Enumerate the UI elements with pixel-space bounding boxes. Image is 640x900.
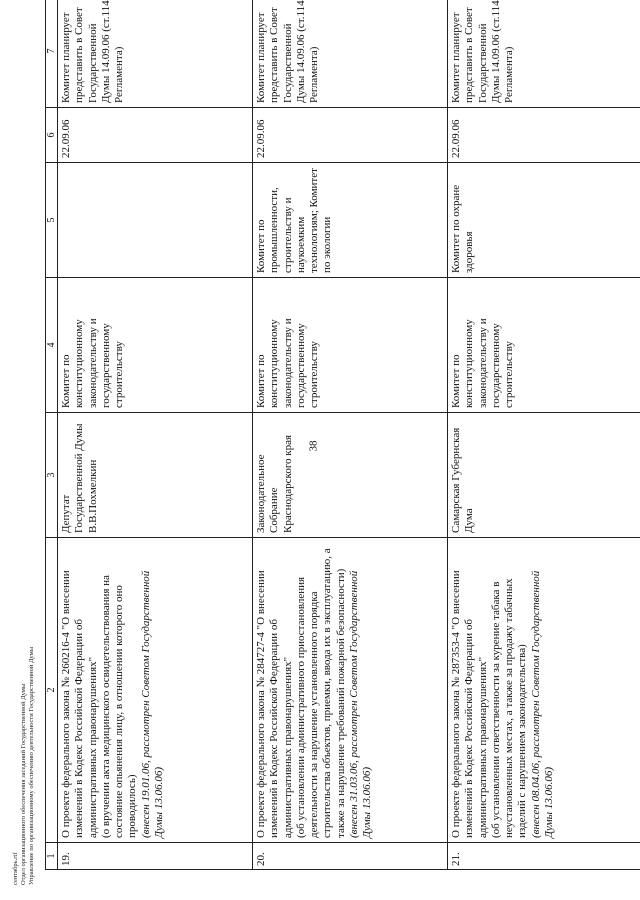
footer-department: Отдел организационного обеспечения заседаний Государственной Думы: [20, 683, 27, 885]
header-col-1: 1: [46, 843, 58, 870]
date-cell: 22.09.06: [448, 108, 640, 163]
responsible-cell: Комитет по конституционному законодательству и государственному строительству: [448, 278, 640, 413]
header-col-4: 4: [46, 278, 58, 413]
bill-status: (внесен 08.04.06, рассмотрен Советом Государственной Думы 13.06.06): [529, 570, 556, 838]
page-number: 38: [307, 440, 320, 452]
author-cell: Законодательное Собрание Краснодарского края: [253, 413, 448, 538]
bills-table: [45, 0, 640, 870]
bill-title: О проекте федерального закона № 260216-4 "О внесении изменений в Кодекс Российской Федерации об административных правонарушениях": [60, 570, 99, 838]
header-col-6: 6: [46, 108, 58, 163]
bill-note: (о вручении акта медицинского освидетельствования на состояние опьянения лицу, в отношении которого оно проводилось): [99, 575, 139, 838]
header-col-2: 2: [46, 538, 58, 843]
author-cell: Самарская Губернская Дума: [448, 413, 640, 538]
table-row: [448, 0, 640, 870]
row-number: 21.: [448, 843, 640, 870]
row-number: 19.: [58, 843, 253, 870]
header-col-7: 7: [46, 0, 58, 108]
footer-filename: сентябрь.rtf: [12, 852, 19, 885]
bill-note: (об установлении ответственности за курение табака в неустановленных местах, а также за продажу табачных изделий с нарушением законодательства): [489, 578, 529, 838]
footer-directorate: Управление по организационному обеспечению деятельности Государственной Думы: [28, 646, 35, 885]
bill-note: (об установлении административного приостановления деятельности за нарушение установленного порядка строительства объектов, приемки, ввода их в эксплуатацию, а также за нарушение требований пожарной безопасности): [294, 548, 347, 838]
table-row: [58, 0, 253, 870]
bill-status: (внесен 31.03.06, рассмотрен Советом Государственной Думы 13.06.06): [348, 570, 374, 838]
co-executors-cell: [58, 163, 253, 278]
bill-cell: [253, 538, 448, 843]
responsible-cell: Комитет по конституционному законодательству и государственному строительству: [253, 278, 448, 413]
rotated-table-container: [45, 0, 640, 870]
bill-status: (внесен 19.01.06, рассмотрен Советом Государственной Думы 13.06.06): [139, 570, 166, 838]
table-row: [253, 0, 448, 870]
responsible-cell: Комитет по конституционному законодательству и государственному строительству: [58, 278, 253, 413]
header-row: [46, 0, 58, 870]
date-cell: 22.09.06: [253, 108, 448, 163]
date-cell: 22.09.06: [58, 108, 253, 163]
co-executors-cell: Комитет по охране здоровья: [448, 163, 640, 278]
bill-title: О проекте федерального закона № 287353-4 "О внесении изменений в Кодекс Российской Федерации об административных правонарушениях": [450, 570, 489, 838]
bill-cell: [448, 538, 640, 843]
header-col-5: 5: [46, 163, 58, 278]
note-cell: Комитет планирует представить в Совет Государственной Думы 14.09.06 (ст.114 Регламента): [58, 0, 253, 108]
author-cell: Депутат Государственной Думы В.В.Похмелкин: [58, 413, 253, 538]
row-number: 20.: [253, 843, 448, 870]
note-cell: Комитет планирует представить в Совет Государственной Думы 14.09.06 (ст.114 Регламента): [448, 0, 640, 108]
note-cell: Комитет планирует представить в Совет Государственной Думы 14.09.06 (ст.114 Регламента): [253, 0, 448, 108]
bill-cell: [58, 538, 253, 843]
co-executors-cell: Комитет по промышленности, строительству и наукоемким технологиям; Комитет по экологии: [253, 163, 448, 278]
header-col-3: 3: [46, 413, 58, 538]
bill-title: О проекте федерального закона № 284727-4 "О внесении изменений в Кодекс Российской Федерации об административных правонарушениях": [255, 570, 294, 838]
